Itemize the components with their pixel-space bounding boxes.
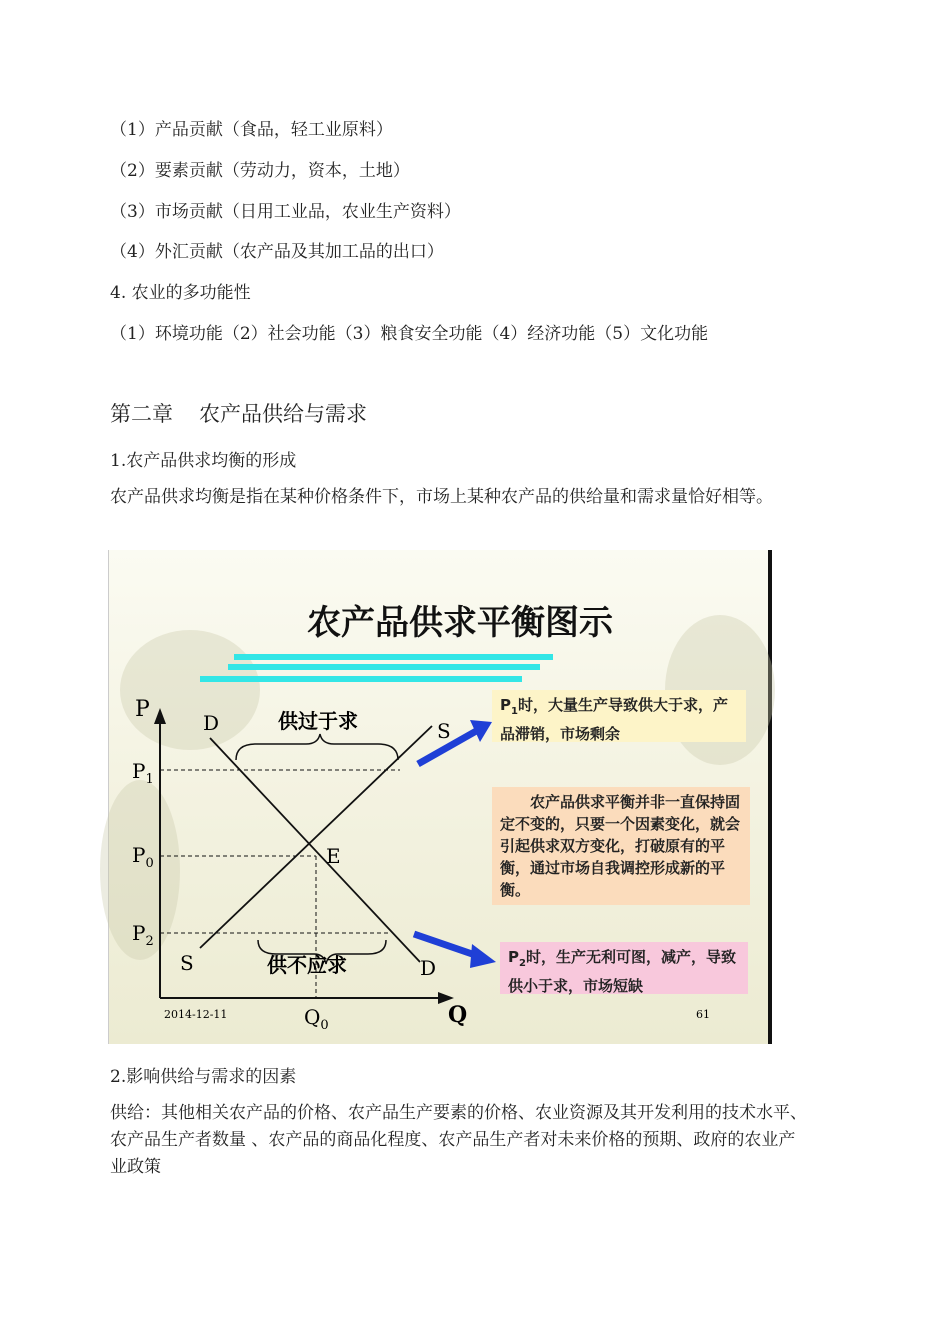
list-item: （1）产品贡献（食品，轻工业原料）	[110, 120, 393, 140]
subsection-heading: 2.影响供给与需求的因素	[110, 1067, 297, 1087]
callout-equilibrium: 农产品供求平衡并非一直保持固定不变的，只要一个因素变化，就会引起供求双方变化，打破原有的平衡，通过市场自我调控形成新的平衡。	[492, 787, 750, 905]
surplus-brace	[236, 734, 398, 760]
demand-curve	[210, 738, 420, 962]
axis-p-label: P	[135, 697, 150, 722]
equilibrium-label: E	[326, 844, 341, 868]
p1-label: $P_1$	[132, 759, 154, 787]
list-item: （4）外汇贡献（农产品及其加工品的出口）	[110, 242, 444, 262]
shortage-label: 供不应求	[267, 953, 347, 977]
chapter-number: 第二章	[110, 402, 173, 426]
section-body: （1）环境功能（2）社会功能（3）粮食安全功能（4）经济功能（5）文化功能	[110, 324, 709, 344]
list-item: （2）要素贡献（劳动力，资本，土地）	[110, 161, 410, 181]
axis-q-label: Q	[448, 1002, 468, 1028]
p2-label: $P_2$	[132, 921, 154, 949]
supply-label-bottom: S	[180, 951, 194, 975]
demand-label-top: D	[203, 711, 220, 735]
section-heading: 4. 农业的多功能性	[110, 283, 251, 303]
subsection-body: 供给：其他相关农产品的价格、农产品生产要素的价格、农业资源及其开发利用的技术水平、农产品生产者数量 、农产品的商品化程度、农产品生产者对未来价格的预期、政府的农业产业政策	[110, 1103, 807, 1177]
supply-label-top: S	[437, 719, 451, 743]
list-item: （3）市场贡献（日用工业品，农业生产资料）	[110, 202, 461, 222]
surplus-label: 供过于求	[278, 709, 358, 733]
arrow-line	[414, 934, 478, 956]
q0-label: $Q_0$	[304, 1005, 329, 1033]
slide-date: 2014-12-11	[164, 1008, 228, 1021]
callout-p2: $P_2$时，生产无利可图，减产，导致供小于求，市场短缺	[500, 942, 748, 994]
callout-p1: $P_1$时，大量生产导致供大于求，产品滞销，市场剩余	[492, 690, 746, 742]
chapter-title: 农产品供给与需求	[199, 402, 367, 426]
slide-page-number: 61	[696, 1008, 710, 1021]
subsection-body: 农产品供求均衡是指在某种价格条件下，市场上某种农产品的供给量和需求量恰好相等。	[110, 487, 773, 507]
p0-label: $P_0$	[132, 843, 154, 871]
diagram-title: 农产品供求平衡图示	[307, 603, 613, 643]
arrow-icon	[470, 944, 496, 968]
demand-label-bottom: D	[420, 956, 437, 980]
subsection-heading: 1.农产品供求均衡的形成	[110, 451, 297, 471]
